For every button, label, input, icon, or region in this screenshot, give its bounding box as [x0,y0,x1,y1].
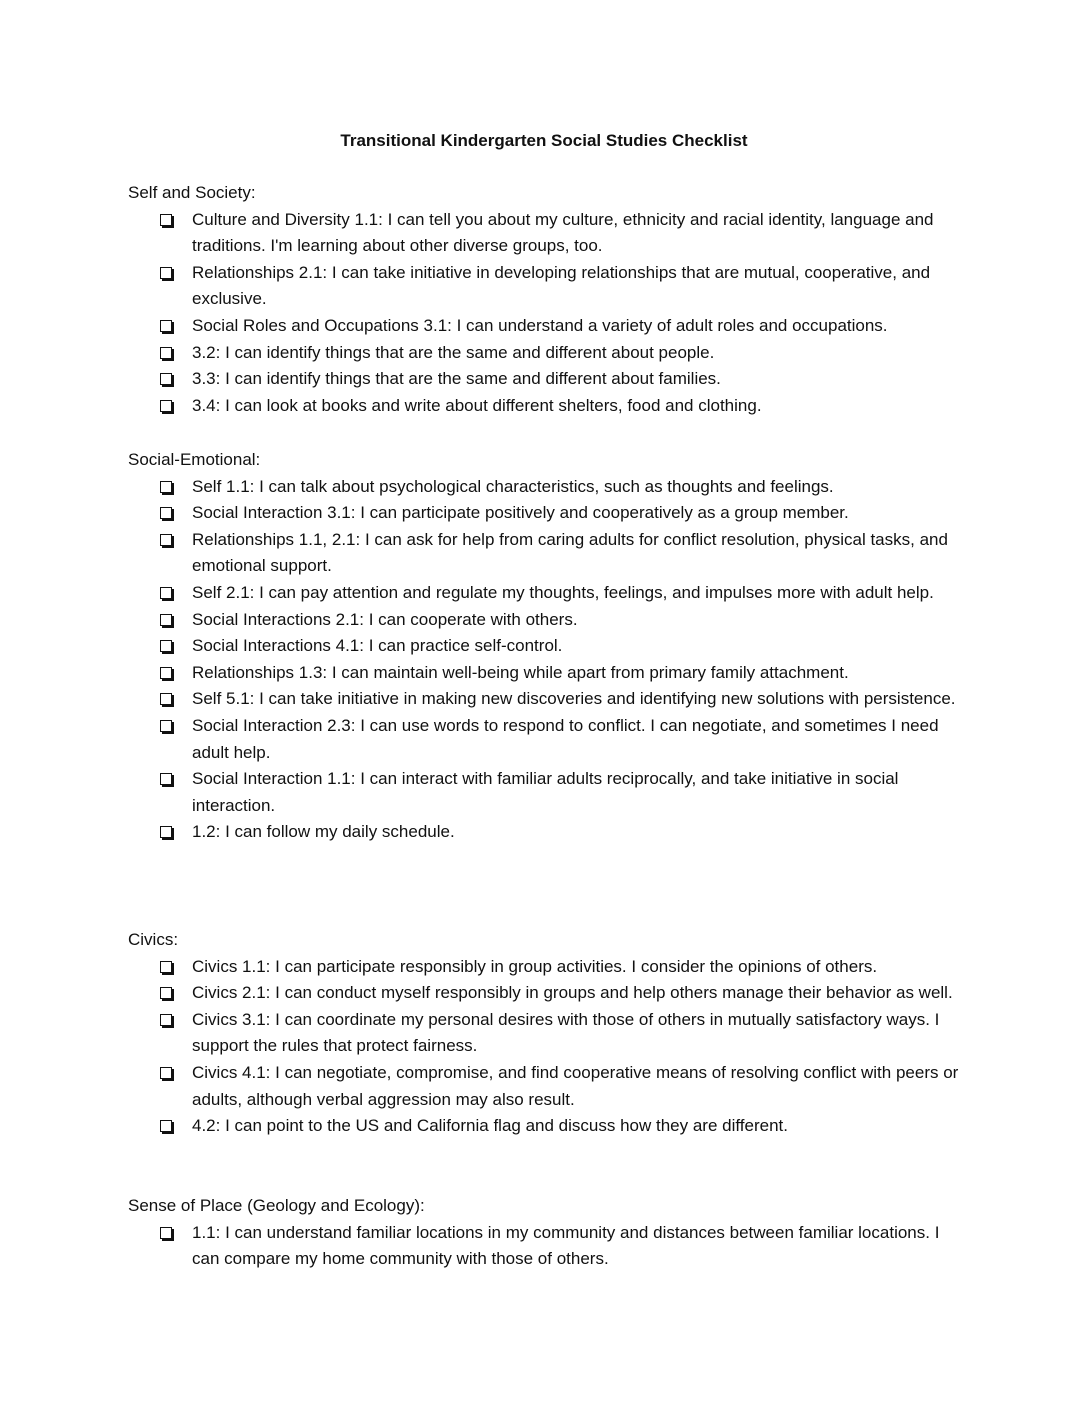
item-text: Civics 1.1: I can participate responsibly in group activities. I consider the opinions of others. [192,956,878,976]
checklist-item [128,1113,968,1140]
checkbox-icon[interactable] [160,1120,172,1132]
checkbox-icon[interactable] [160,720,172,732]
item-text: Civics 4.1: I can negotiate, compromise, and find cooperative means of resolving conflict with peers or adults, although verbal aggression may also result. [192,1062,959,1109]
checkbox-icon[interactable] [160,773,172,785]
item-text: 3.4: I can look at books and write about different shelters, food and clothing. [192,395,762,415]
item-text: Self 2.1: I can pay attention and regulate my thoughts, feelings, and impulses more with adult help. [192,582,934,602]
item-text: Social Roles and Occupations 3.1: I can understand a variety of adult roles and occupations. [192,315,888,335]
checklist-item [128,819,968,846]
checklist-item [128,207,968,260]
section-civics [128,927,968,1140]
checklist [128,954,968,1140]
checklist [128,207,968,420]
checkbox-icon[interactable] [160,1227,172,1239]
item-text: Self 1.1: I can talk about psychological characteristics, such as thoughts and feelings. [192,476,834,496]
checklist-item [128,580,968,607]
checkbox-icon[interactable] [160,507,172,519]
checklist-item [128,1060,968,1113]
checkbox-icon[interactable] [160,267,172,279]
checklist-item [128,474,968,501]
item-text: Social Interactions 2.1: I can cooperate with others. [192,609,578,629]
checkbox-icon[interactable] [160,373,172,385]
item-text: 1.1: I can understand familiar locations in my community and distances between familiar locations. I can compare my home community with those of others. [192,1222,940,1269]
item-text: Relationships 2.1: I can take initiative in developing relationships that are mutual, cooperative, and exclusive. [192,262,931,309]
item-text: Social Interaction 3.1: I can participate positively and cooperatively as a group member. [192,503,849,523]
checklist-item [128,313,968,340]
checklist-item [128,527,968,580]
checkbox-icon[interactable] [160,534,172,546]
checklist-item [128,660,968,687]
checkbox-icon[interactable] [160,587,172,599]
checkbox-icon[interactable] [160,481,172,493]
item-text: 3.2: I can identify things that are the same and different about people. [192,342,715,362]
checklist-item [128,393,968,420]
checkbox-icon[interactable] [160,320,172,332]
item-text: Civics 2.1: I can conduct myself responsibly in groups and help others manage their behavior as well. [192,983,953,1003]
checkbox-icon[interactable] [160,614,172,626]
item-text: Social Interaction 1.1: I can interact with familiar adults reciprocally, and take initiative in social interaction. [192,769,899,815]
checklist-item [128,607,968,634]
item-text: 1.2: I can follow my daily schedule. [192,822,455,842]
checkbox-icon[interactable] [160,667,172,679]
section-heading: Civics: [128,930,179,949]
checklist [128,1220,968,1273]
checkbox-icon[interactable] [160,400,172,412]
item-text: Civics 3.1: I can coordinate my personal desires with those of others in mutually satisfactory ways. I support the rules that protect fairness. [192,1009,940,1056]
checkbox-icon[interactable] [160,1067,172,1079]
checklist-item [128,633,968,660]
item-text: Social Interaction 2.3: I can use words to respond to conflict. I can negotiate, and sometimes I need adult help. [192,715,939,762]
checkbox-icon[interactable] [160,640,172,652]
checkbox-icon[interactable] [160,987,172,999]
item-text: 4.2: I can point to the US and California flag and discuss how they are different. [192,1116,788,1136]
checklist-item [128,686,968,713]
checklist-item [128,713,968,766]
checkbox-icon[interactable] [160,693,172,705]
checkbox-icon[interactable] [160,347,172,359]
section-self-and-society [128,180,968,419]
checklist-item [128,980,968,1007]
item-text: Social Interactions 4.1: I can practice self-control. [192,636,563,656]
item-text: Self 5.1: I can take initiative in making new discoveries and identifying new solutions with persistence. [192,689,956,709]
checklist [128,474,968,846]
checklist-item [128,366,968,393]
item-text: Relationships 1.3: I can maintain well-being while apart from primary family attachment. [192,662,849,682]
section-sense-of-place [128,1193,968,1273]
item-text: Culture and Diversity 1.1: I can tell you about my culture, ethnicity and racial identity, language and traditions. I'm learning about other diverse groups, too. [192,209,934,256]
checkbox-icon[interactable] [160,826,172,838]
checklist-item [128,1220,968,1273]
section-heading: Self and Society: [128,183,256,202]
section-heading: Social-Emotional: [128,450,261,469]
checklist-item [128,954,968,981]
checklist-item [128,766,968,819]
section-heading: Sense of Place (Geology and Ecology): [128,1196,425,1215]
checkbox-icon[interactable] [160,1014,172,1026]
checklist-item [128,340,968,367]
checklist-item [128,500,968,527]
item-text: Relationships 1.1, 2.1: I can ask for help from caring adults for conflict resolution, physical tasks, and emotional support. [192,529,948,576]
item-text: 3.3: I can identify things that are the same and different about families. [192,369,721,389]
checkbox-icon[interactable] [160,961,172,973]
checklist-item [128,1007,968,1060]
checklist-item [128,260,968,313]
section-social-emotional [128,447,968,846]
checkbox-icon[interactable] [160,214,172,226]
document-title: Transitional Kindergarten Social Studies Checklist [340,131,748,150]
